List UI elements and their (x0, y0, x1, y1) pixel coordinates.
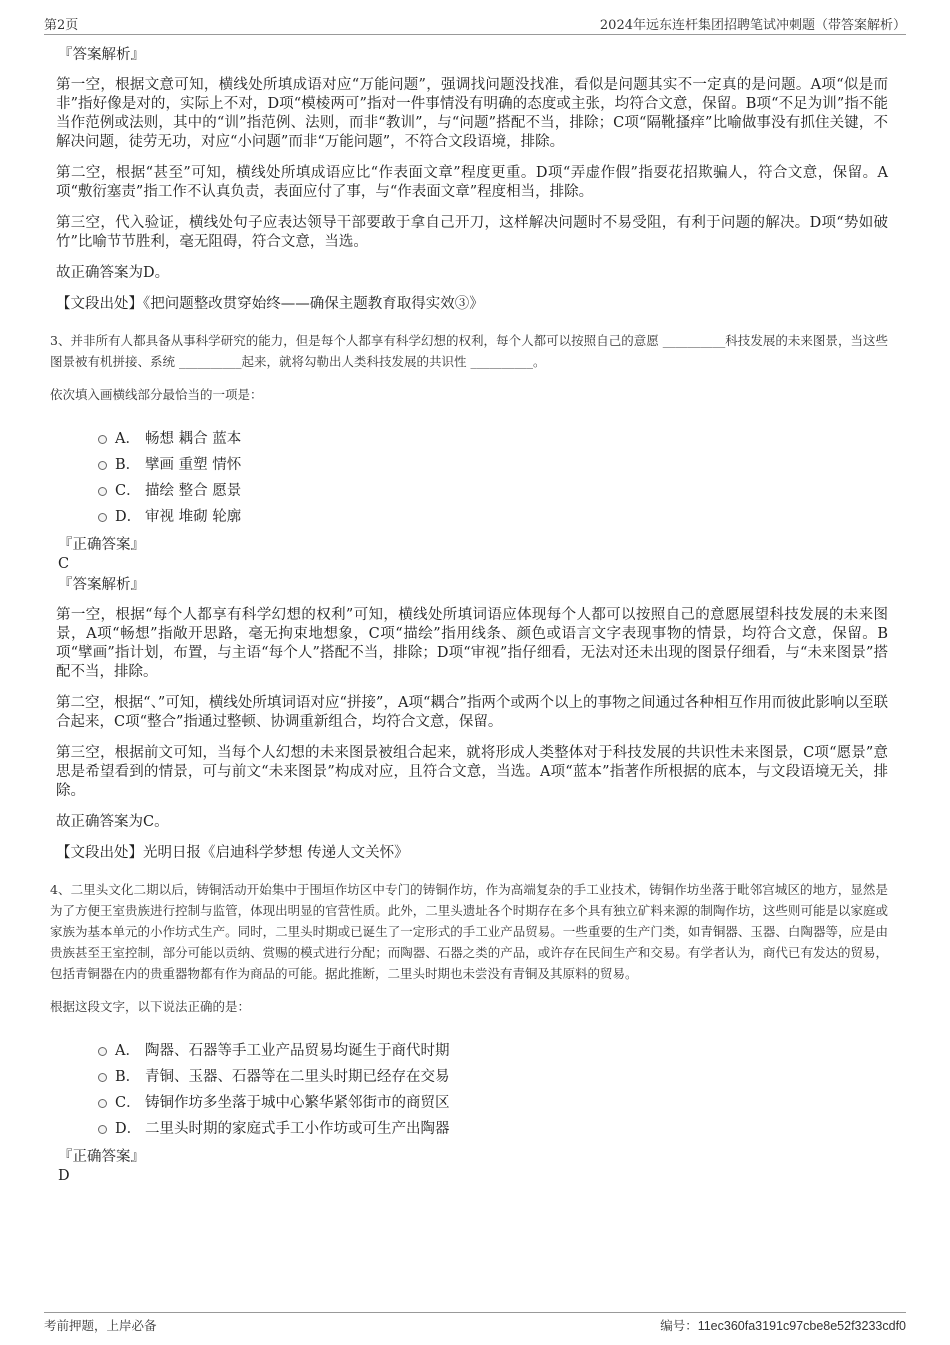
q3-analysis-paragraph: 第一空，根据“每个人都享有科学幻想的权利”可知，横线处所填词语应体现每个人都可以按照自己的意愿展望科技发展的未来图景，A项“畅想”指敞开思路，毫无拘束地想象，C项“描绘”指用线条、颜色或语言文字表现事物的情景，均符合文意，保留。B项“擘画”指计划，布置，与主语“每个人”搭配不当，排除；D项“审视”指仔细看，无法对还未出现的图景仔细看，与“未来图景”搭配不当，排除。 (56, 607, 888, 680)
q4-answer: D (58, 1168, 70, 1184)
radio-icon[interactable] (98, 1073, 107, 1082)
radio-icon[interactable] (98, 461, 107, 470)
option-letter: B． (115, 456, 141, 473)
q3-analysis-paragraph: 第二空，根据“、”可知，横线处所填词语对应“拼接”，A项“耦合”指两个或两个以上的事物之间通过各种相互作用而彼此影响以至联合起来，C项“整合”指通过整顿、协调重新组合，均符合文意，保留。 (56, 695, 888, 730)
q3-answer: C (58, 556, 70, 572)
q4-option-b[interactable] (92, 1062, 888, 1088)
option-letter: A． (115, 1042, 140, 1059)
radio-icon[interactable] (98, 1047, 107, 1056)
option-text: 青铜、玉器、石器等在二里头时期已经存在交易 (145, 1068, 450, 1085)
option-text: 描绘 整合 愿景 (145, 482, 242, 499)
page-header (44, 14, 906, 35)
q2-analysis-paragraph: 第二空，根据“甚至”可知，横线处所填成语应比“作表面文章”程度更重。D项“弄虚作假”指耍花招欺骗人，符合文意，保留。A项“敷衍塞责”指工作不认真负责，表面应付了事，与“作表面文章”程度相当，排除。 (56, 165, 888, 200)
q4-option-c[interactable] (92, 1088, 888, 1114)
q3-option-c[interactable] (92, 476, 888, 502)
q4-prompt: 根据这段文字，以下说法正确的是： (50, 999, 251, 1014)
radio-icon[interactable] (98, 1099, 107, 1108)
q2-analysis-paragraph: 第三空，代入验证，横线处句子应表达领导干部要敢于拿自己开刀，这样解决问题时不易受阻，有利于问题的解决。D项“势如破竹”比喻节节胜利，毫无阻碍，符合文意，当选。 (56, 215, 888, 250)
document-title: 2024年远东连杆集团招聘笔试冲刺题（带答案解析） (599, 18, 906, 33)
q2-source: 【文段出处】《把问题整改贯穿始终——确保主题教育取得实效③》 (56, 296, 484, 312)
q3-prompt: 依次填入画横线部分最恰当的一项是： (50, 387, 263, 402)
q3-options (92, 424, 888, 528)
q3-answer-label: 『正确答案』 (58, 537, 145, 553)
document-id: 编号：11ec360fa3191c97cbe8e52f3233cdf0 (660, 1319, 906, 1333)
q2-conclusion: 故正确答案为D。 (56, 265, 170, 281)
option-text: 审视 堆砌 轮廓 (145, 508, 242, 525)
radio-icon[interactable] (98, 513, 107, 522)
q4-question: 4、二里头文化二期以后，铸铜活动开始集中于围垣作坊区中专门的铸铜作坊，作为高端复杂的手工业技术，铸铜作坊坐落于毗邻宫城区的地方，显然是为了方便王室贵族进行控制与监管，体现出明显的官营性质。此外，二里头遗址各个时期存在多个具有独立矿料来源的制陶作坊，这些则可能是以家庭或家族为基本单元的小作坊式生产。同时，二里头时期或已诞生了一定形式的手工业产品贸易。一些重要的生产门类，如青铜器、玉器、白陶器等，应是由贵族甚至王室控制，部分可能以贡纳、赏赐的模式进行分配；而陶器、石器之类的产品，或许存在民间生产和交易。有学者认为，商代已有发达的贸易，包括青铜器在内的贵重器物都有作为商品的可能。据此推断，二里头时期也未尝没有青铜及其原料的贸易。 (50, 882, 888, 981)
radio-icon[interactable] (98, 435, 107, 444)
page-number: 第2页 (44, 18, 79, 33)
option-text: 二里头时期的家庭式手工小作坊或可生产出陶器 (145, 1120, 450, 1137)
page-content (50, 46, 888, 1188)
option-letter: A． (115, 430, 140, 447)
option-text: 畅想 耦合 蓝本 (145, 430, 242, 447)
option-letter: C． (115, 482, 141, 499)
radio-icon[interactable] (98, 487, 107, 496)
q3-conclusion: 故正确答案为C。 (56, 814, 169, 830)
q2-analysis-label: 『答案解析』 (58, 47, 145, 63)
q4-option-d[interactable] (92, 1114, 888, 1140)
q2-analysis-paragraph: 第一空，根据文意可知，横线处所填成语对应“万能问题”，强调找问题没找准，看似是问题其实不一定真的是问题。A项“似是而非”指好像是对的，实际上不对，D项“模棱两可”指对一件事情没有明确的态度或主张，均符合文意，保留。B项“不足为训”指不能当作范例或法则，其中的“训”指范例、法则，而非“教训”，与“问题”搭配不当，排除；C项“隔靴搔痒”比喻做事没有抓住关键，不解决问题，徒劳无功，对应“小问题”而非“万能问题”，不符合文段语境，排除。 (56, 77, 888, 150)
q4-answer-label: 『正确答案』 (58, 1149, 145, 1165)
q4-options (92, 1036, 888, 1140)
option-text: 铸铜作坊多坐落于城中心繁华紧邻街市的商贸区 (145, 1094, 450, 1111)
option-text: 擘画 重塑 情怀 (145, 456, 242, 473)
option-text: 陶器、石器等手工业产品贸易均诞生于商代时期 (145, 1042, 450, 1059)
q3-option-d[interactable] (92, 502, 888, 528)
footer-slogan: 考前押题，上岸必备 (44, 1318, 157, 1333)
q3-question: 3、并非所有人都具备从事科学研究的能力，但是每个人都享有科学幻想的权利，每个人都可以按照自己的意愿 __________科技发展的未来图景，当这些图景被有机拼接、系统 __________起来，就将勾勒出人类科技发展的共识性 __________。 (50, 333, 888, 369)
option-letter: C． (115, 1094, 141, 1111)
q4-option-a[interactable] (92, 1036, 888, 1062)
q3-analysis-paragraph: 第三空，根据前文可知，当每个人幻想的未来图景被组合起来，就将形成人类整体对于科技发展的共识性未来图景，C项“愿景”意思是希望看到的情景，可与前文“未来图景”构成对应，且符合文意，当选。A项“蓝本”指著作所根据的底本，与文段语境无关，排除。 (56, 745, 888, 799)
q3-option-a[interactable] (92, 424, 888, 450)
option-letter: D． (115, 1120, 142, 1137)
page-footer (44, 1312, 906, 1333)
q3-source: 【文段出处】光明日报《启迪科学梦想 传递人文关怀》 (56, 845, 409, 861)
q3-analysis-label: 『答案解析』 (58, 577, 145, 593)
q3-option-b[interactable] (92, 450, 888, 476)
option-letter: D． (115, 508, 142, 525)
option-letter: B． (115, 1068, 141, 1085)
radio-icon[interactable] (98, 1125, 107, 1134)
